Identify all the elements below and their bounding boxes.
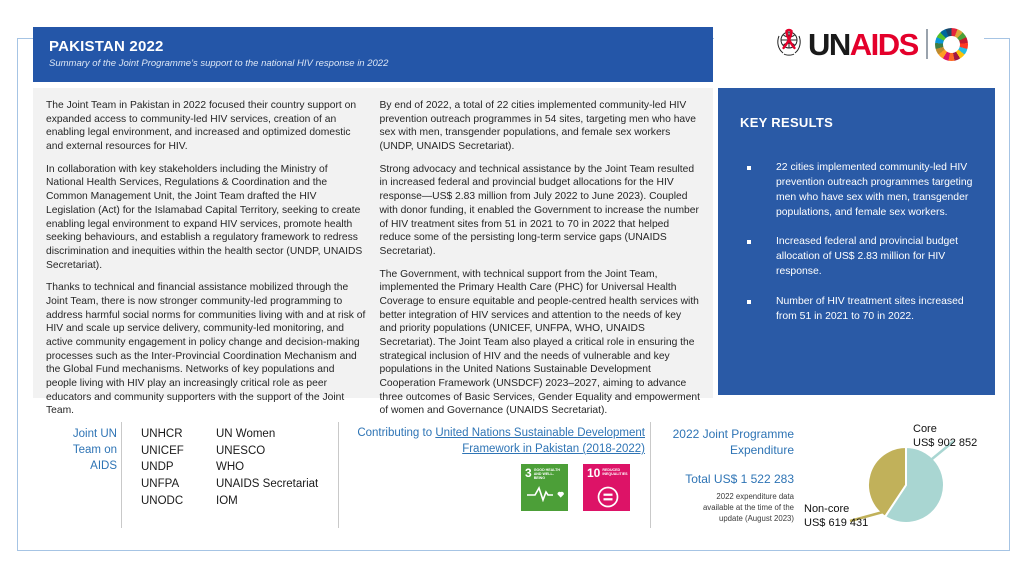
sdg3-header bbox=[525, 467, 566, 480]
sdg-icons bbox=[521, 464, 630, 511]
contributing-text bbox=[345, 425, 645, 457]
agency-list-2 bbox=[216, 426, 318, 509]
joint-team-label: Joint UN Team on AIDS bbox=[72, 428, 117, 473]
pie-label-core bbox=[913, 422, 977, 451]
paragraph: By end of 2022, a total of 22 cities implemented community-led HIV prevention outreach programmes in 54 sites, targeting men who have sex with men, transgender populations, and female sex workers (UNDP, UNAIDS Secretariat). bbox=[379, 100, 697, 153]
agency-name: UNAIDS Secretariat bbox=[216, 478, 319, 491]
text-column-1 bbox=[46, 99, 367, 417]
sdg3-number: 3 bbox=[525, 466, 532, 480]
key-result-item bbox=[740, 160, 975, 220]
equality-icon bbox=[595, 485, 621, 511]
paragraph: The Government, with technical support from the Joint Team, implemented the Primary Health Care (PHC) for Universal Health Coverage to ensure equitable and people-centred health services with better integration of HIV services and attention to the needs of key and priority populations (UNICEF, UNFPA, WHO, UNAIDS Secretariat). The Joint Team also played a critical role in ensuring the strategical inclusion of HIV and the needs of vulnerable and key populations in the United Nations Sustainable Development Cooperation Framework (UNSDCF) 2023–2027, aiming to advance three outcomes of Basic Services, Gender Equality and empowerment of women and Governance (UNAIDS Secretariat). bbox=[379, 268, 701, 417]
sdg10-header bbox=[587, 467, 628, 479]
expenditure-total: Total US$ 1 522 283 bbox=[685, 472, 794, 486]
noncore-label: Non-core bbox=[804, 503, 850, 515]
key-results-list bbox=[740, 160, 975, 324]
agency-name: UNODC bbox=[141, 494, 184, 507]
page-subtitle: Summary of the Joint Programme’s support to the national HIV response in 2022 bbox=[49, 58, 389, 69]
unaids-logo bbox=[768, 22, 972, 66]
bullet-square-icon bbox=[747, 300, 751, 304]
undaf-link[interactable]: United Nations Sustainable Development Framework in Pakistan (2018-2022) bbox=[435, 427, 645, 456]
expenditure-section bbox=[658, 420, 1010, 551]
sdg10-icon bbox=[583, 464, 630, 511]
un-emblem-icon bbox=[772, 25, 806, 63]
footer-divider bbox=[650, 422, 651, 528]
core-value: US$ 902 852 bbox=[913, 437, 978, 450]
agency-name: UN Women bbox=[216, 428, 276, 440]
sdg10-label: REDUCED INEQUALITIES bbox=[602, 468, 628, 477]
key-result-item bbox=[740, 294, 975, 324]
expenditure-note: 2022 expenditure data available at the time of the update (August 2023) bbox=[702, 492, 794, 523]
logo-divider bbox=[926, 29, 928, 59]
unaids-wordmark bbox=[808, 26, 918, 62]
footer-divider bbox=[121, 422, 122, 528]
agency-name: UNICEF bbox=[141, 444, 184, 457]
summary-text bbox=[33, 88, 713, 417]
pie-label-noncore bbox=[804, 502, 868, 531]
heartbeat-icon bbox=[526, 486, 566, 502]
text-column-2 bbox=[379, 99, 701, 417]
noncore-value: US$ 619 431 bbox=[804, 517, 869, 530]
bullet-square-icon bbox=[747, 166, 751, 170]
agency-name: UNHCR bbox=[141, 428, 183, 440]
footer-divider bbox=[338, 422, 339, 528]
page-title: PAKISTAN 2022 bbox=[49, 38, 164, 55]
aids-text: AIDS bbox=[849, 26, 918, 62]
sdg-wheel-icon bbox=[935, 28, 968, 61]
paragraph: Strong advocacy and technical assistance by the Joint Team resulted in increased federal and provincial budget allocations for the HIV response—US$ 2.83 million from July 2022 to June 2023). Coupled with donor funding, it enabled the Government to increase the number of HIV treatment sites from 51 in 2021 to 70 in 2022 that helped reduce some of the persisting long-term service gaps (UNAIDS Secretariat). bbox=[379, 163, 699, 257]
bullet-square-icon bbox=[747, 240, 751, 244]
key-result-text: Increased federal and provincial budget allocation of US$ 2.83 million for HIV response. bbox=[776, 236, 958, 278]
report-header bbox=[33, 27, 713, 82]
contributing-prefix: Contributing to bbox=[357, 427, 436, 439]
agency-name: UNDP bbox=[141, 461, 174, 474]
agency-name: IOM bbox=[216, 494, 238, 507]
key-result-item bbox=[740, 234, 975, 279]
expenditure-title: 2022 Joint Programme Expenditure bbox=[672, 427, 794, 458]
footer bbox=[33, 420, 1010, 551]
sdg-wheel-center bbox=[943, 36, 960, 53]
sdg3-label: GOOD HEALTH AND WELL-BEING bbox=[533, 468, 560, 481]
sdg3-icon bbox=[521, 464, 568, 511]
un-text: UN bbox=[808, 26, 850, 62]
key-results-title: KEY RESULTS bbox=[740, 115, 834, 130]
agency-name: WHO bbox=[216, 461, 245, 474]
agency-name: UNESCO bbox=[216, 444, 266, 457]
key-result-text: 22 cities implemented community-led HIV prevention outreach programmes targeting men who have sex with men, transgender populations, and female sex workers. bbox=[776, 162, 973, 219]
paragraph: The Joint Team in Pakistan in 2022 focused their country support on expanded access to community-led HIV services, creation of an enabling legal environment, and increased and optimized domestic and external resources for HIV. bbox=[46, 100, 357, 153]
paragraph: Thanks to technical and financial assistance mobilized through the Joint Team, there is now stronger community-led programming to address harmful social norms for communities living with and at risk of HIV and scale up service delivery, community-led monitoring, and active community engagement in policy change and decision-making processes such as the Inter-Provincial Coordination Mechanism and the Global Fund mechanisms. Networks of key populations and people living with HIV play an increasingly critical role as peer educators and community supporters with the support of the Joint Team. bbox=[46, 282, 366, 417]
core-label: Core bbox=[913, 423, 937, 435]
agency-list-1 bbox=[141, 426, 184, 509]
key-results-panel bbox=[718, 88, 995, 395]
agency-name: UNFPA bbox=[141, 478, 180, 491]
paragraph: In collaboration with key stakeholders including the Ministry of National Health Services, Regulations & Coordination and the Common Management Unit, the Joint Team drafted the HIV Legislation (Act) for the Islamabad Capital Territory, seeking to create enabling legal environment to expand HIV services, promote health seeking behaviours, and establish a regulatory framework to redress discrimination and inequities within the health sector (UNDP, UNAIDS Secretariat). bbox=[46, 163, 363, 271]
key-result-text: Number of HIV treatment sites increased from 51 in 2021 to 70 in 2022. bbox=[776, 295, 964, 322]
sdg10-number: 10 bbox=[587, 466, 601, 480]
